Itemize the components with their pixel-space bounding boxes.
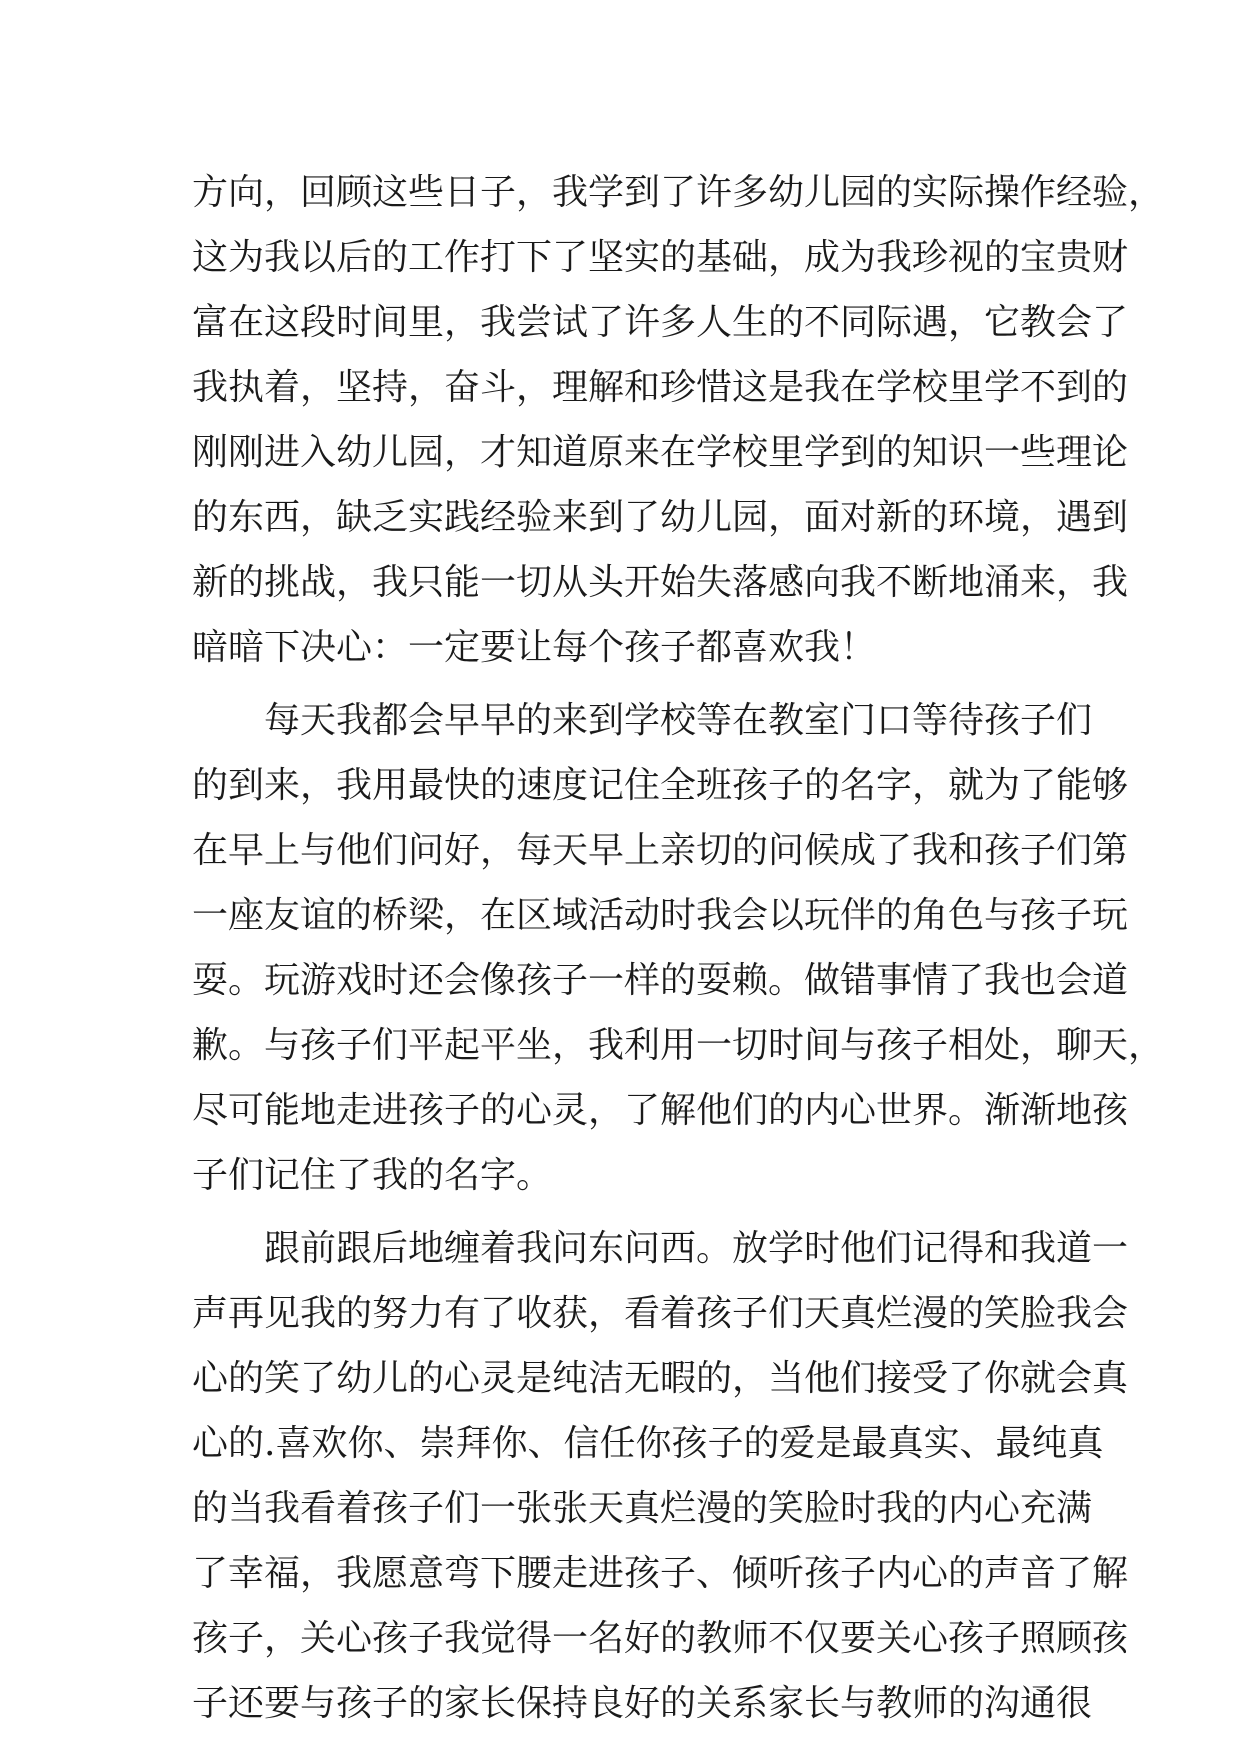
text-line: 在早上与他们问好，每天早上亲切的问候成了我和孩子们第 xyxy=(192,830,1129,871)
text-line: 这为我以后的工作打下了坚实的基础，成为我珍视的宝贵财 xyxy=(192,237,1129,278)
text-line: 我执着，坚持，奋斗，理解和珍惜这是我在学校里学不到的 xyxy=(192,367,1129,408)
text-line: 尽可能地走进孩子的心灵，了解他们的内心世界。渐渐地孩 xyxy=(192,1090,1129,1131)
text-line: 的东西，缺乏实践经验来到了幼儿园，面对新的环境，遇到 xyxy=(192,497,1129,538)
text-line: 方向，回顾这些日子，我学到了许多幼儿园的实际操作经验， xyxy=(192,172,1165,213)
text-line: 暗暗下决心：一定要让每个孩子都喜欢我！ xyxy=(192,627,877,668)
paragraph-2 xyxy=(192,688,1165,1208)
text-line: 子们记住了我的名字。 xyxy=(192,1155,553,1196)
text-line: 每天我都会早早的来到学校等在教室门口等待孩子们 xyxy=(264,700,1093,741)
text-line: 的到来，我用最快的速度记住全班孩子的名字，就为了能够 xyxy=(192,765,1129,806)
text-line: 刚刚进入幼儿园，才知道原来在学校里学到的知识一些理论 xyxy=(192,432,1129,473)
text-line: 心的笑了幼儿的心灵是纯洁无暇的，当他们接受了你就会真 xyxy=(192,1358,1129,1399)
paragraph-1 xyxy=(192,160,1165,680)
text-line: 孩子，关心孩子我觉得一名好的教师不仅要关心孩子照顾孩 xyxy=(192,1618,1129,1659)
text-line: 歉。与孩子们平起平坐，我利用一切时间与孩子相处，聊天， xyxy=(192,1025,1165,1066)
paragraph-gap xyxy=(192,680,1052,688)
text-line: 声再见我的努力有了收获，看着孩子们天真烂漫的笑脸我会 xyxy=(192,1293,1129,1334)
text-line: 富在这段时间里，我尝试了许多人生的不同际遇，它教会了 xyxy=(192,302,1129,343)
text-line: 心的.喜欢你、崇拜你、信任你孩子的爱是最真实、最纯真 xyxy=(192,1423,1104,1464)
text-line: 子还要与孩子的家长保持良好的关系家长与教师的沟通很 xyxy=(192,1683,1093,1724)
paragraph-gap xyxy=(192,1208,1052,1216)
paragraph-3 xyxy=(192,1216,1129,1736)
text-line: 耍。玩游戏时还会像孩子一样的耍赖。做错事情了我也会道 xyxy=(192,960,1129,1001)
text-line: 新的挑战，我只能一切从头开始失落感向我不断地涌来，我 xyxy=(192,562,1129,603)
document-body xyxy=(192,160,1165,1736)
text-line: 一座友谊的桥梁，在区域活动时我会以玩伴的角色与孩子玩 xyxy=(192,895,1129,936)
text-line: 了幸福，我愿意弯下腰走进孩子、倾听孩子内心的声音了解 xyxy=(192,1553,1129,1594)
text-line: 跟前跟后地缠着我问东问西。放学时他们记得和我道一 xyxy=(264,1228,1129,1269)
text-line: 的当我看着孩子们一张张天真烂漫的笑脸时我的内心充满 xyxy=(192,1488,1093,1529)
